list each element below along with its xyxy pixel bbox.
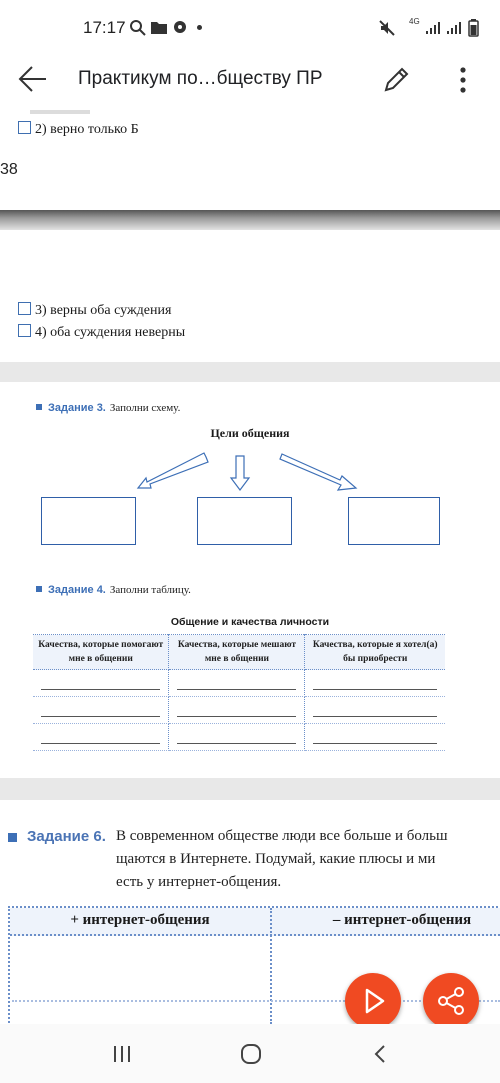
- option-3: 3) верны оба суждения: [18, 302, 171, 319]
- checkbox-icon: [18, 121, 31, 134]
- search-icon: [129, 19, 147, 37]
- play-button[interactable]: [345, 973, 401, 1029]
- recents-button[interactable]: [100, 1036, 144, 1072]
- document-title: Практикум по…бществу ПР: [78, 68, 323, 89]
- table-title: Общение и качества личности: [170, 616, 330, 628]
- col-plus-header: + интернет-общения: [70, 912, 210, 928]
- bullet-square-icon: [36, 586, 42, 592]
- signal-icon: [425, 19, 445, 35]
- arrow-left-down-icon: [138, 453, 208, 488]
- nav-back-icon: [358, 1036, 402, 1072]
- task-4-heading: Задание 4. Заполни таблицу.: [36, 584, 191, 596]
- scheme-box-center[interactable]: [197, 497, 292, 545]
- arrow-down-icon: [231, 456, 249, 490]
- page-gap: [0, 362, 500, 382]
- status-time: 17:17: [83, 18, 126, 37]
- table-cell[interactable]: [169, 724, 305, 751]
- table-cell[interactable]: [169, 670, 305, 697]
- table-header-cell: Качества, которые помогают мне в общении: [33, 635, 169, 670]
- share-button[interactable]: [423, 973, 479, 1029]
- page-gap: [0, 778, 500, 800]
- notification-dot-icon: [197, 25, 202, 30]
- page-number: 38: [0, 161, 18, 178]
- table-cell[interactable]: [33, 697, 169, 724]
- more-options-button[interactable]: [448, 60, 478, 100]
- table-cell[interactable]: [33, 724, 169, 751]
- signal-2-icon: [446, 19, 466, 35]
- scheme-box-left[interactable]: [41, 497, 136, 545]
- col-minus-header: – интернет-общения: [332, 912, 472, 928]
- option-2: 2) верно только Б: [18, 121, 139, 138]
- battery-icon: [468, 19, 480, 37]
- task-6-text-line-2: щаются в Интернете. Подумай, какие плюсы и ми: [116, 851, 436, 867]
- table-cell[interactable]: [305, 697, 445, 724]
- arrow-left-icon: [10, 60, 54, 100]
- mute-icon: [378, 19, 396, 37]
- home-button[interactable]: [229, 1036, 273, 1072]
- podcast-icon: [172, 19, 190, 35]
- back-button[interactable]: [10, 60, 54, 100]
- table-header-row: [33, 635, 445, 670]
- table-row: [33, 697, 445, 724]
- table-cell[interactable]: [305, 724, 445, 751]
- scheme-box-right[interactable]: [348, 497, 440, 545]
- recents-icon: [100, 1036, 144, 1072]
- folder-icon: [150, 19, 168, 35]
- more-vertical-icon: [448, 60, 478, 100]
- task-6-text-line-3: есть у интернет-общения.: [116, 874, 282, 890]
- share-icon: [423, 973, 479, 1029]
- pencil-icon: [376, 60, 416, 100]
- cut-text-fragment: [30, 110, 90, 114]
- bullet-square-icon: [8, 833, 17, 842]
- table-row: [33, 724, 445, 751]
- table-row: [33, 670, 445, 697]
- table-cell[interactable]: [33, 670, 169, 697]
- scheme-title: Цели общения: [210, 426, 290, 440]
- nav-back-button[interactable]: [358, 1036, 402, 1072]
- table-header-cell: Качества, которые мешают мне в общении: [169, 635, 305, 670]
- task-6-label: Задание 6.: [27, 828, 106, 845]
- task-6-text-line-1: В современном обществе люди все больше и больш: [116, 828, 448, 844]
- task-3-heading: Задание 3. Заполни схему.: [36, 402, 180, 414]
- table-cell[interactable]: [305, 670, 445, 697]
- table-header-cell: Качества, которые я хотел(а) бы приобрести: [305, 635, 445, 670]
- network-type: 4G: [409, 17, 420, 26]
- qualities-table: [33, 634, 445, 751]
- option-4: 4) оба суждения неверны: [18, 324, 185, 341]
- scheme-arrows: [120, 450, 380, 498]
- edit-button[interactable]: [376, 60, 416, 100]
- table-cell[interactable]: [169, 697, 305, 724]
- bullet-square-icon: [36, 404, 42, 410]
- page-2: [0, 230, 500, 362]
- home-icon: [229, 1036, 273, 1072]
- arrow-right-down-icon: [280, 454, 356, 490]
- checkbox-icon: [18, 302, 31, 315]
- play-icon: [345, 973, 401, 1029]
- page-gap: [0, 210, 500, 230]
- checkbox-icon: [18, 324, 31, 337]
